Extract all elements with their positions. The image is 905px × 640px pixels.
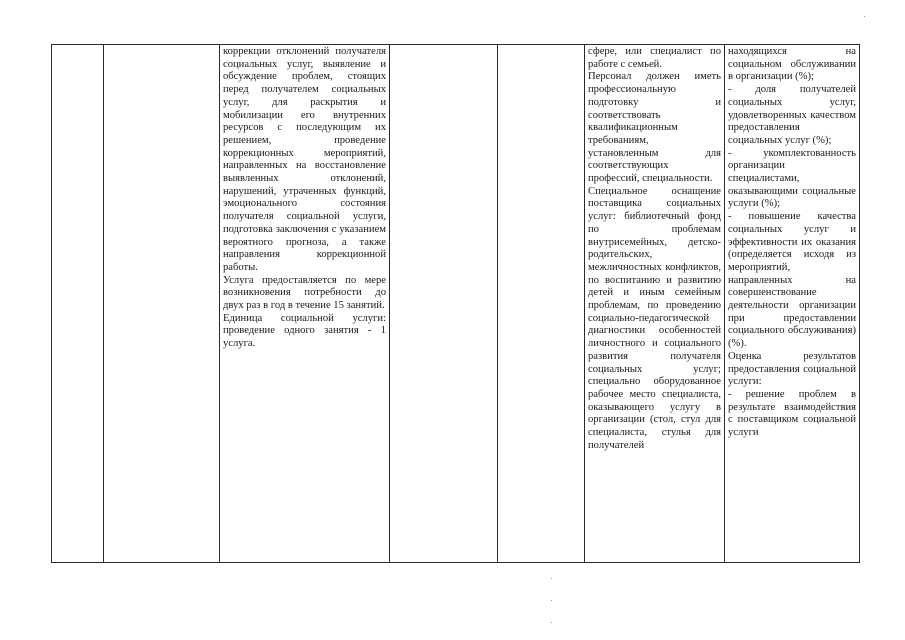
cell-conditions bbox=[585, 45, 725, 563]
specialist-text: сфере, или специалист по работе с семьей. bbox=[588, 46, 721, 70]
indicator-quality-improvement: - повышение качества социальных услуг и эффективности их оказания (определяется исходя из мероприятий, направленных на совершенствование деятельности организации при предоставлении социального обслуживания) (%). bbox=[728, 211, 856, 350]
description-text: коррекции отклонений получателя социальных услуг, выявление и обсуждение проблем, стоящих перед получателем социальных услуг, для раскрытия и мобилизации его внутренних ресурсов с последующим их решением, проведение коррекционных мероприятий, направленных на восстановление выявленных отклонений, нарушений, утраченных функций, эмоционального состояния получателя социальной услуги, подготовка заключения с указанием вероятного прогноза, а также направления коррекционной работы. bbox=[223, 46, 386, 273]
scan-speck bbox=[551, 622, 552, 623]
services-table bbox=[51, 44, 860, 563]
evaluation-heading: Оценка результатов предоставления социальной услуги: bbox=[728, 350, 856, 388]
scan-speck bbox=[551, 600, 552, 601]
frequency-text: Услуга предоставляется по мере возникновения потребности до двух раз в год в течение 15 занятий. bbox=[223, 274, 386, 312]
service-unit-text: Единица социальной услуги: проведение одного занятия - 1 услуга. bbox=[223, 312, 386, 350]
evaluation-result: - решение проблем в результате взаимодействия с поставщиком социальной услуги bbox=[728, 388, 856, 439]
table-row bbox=[52, 45, 860, 563]
indicator-satisfaction: - доля получателей социальных услуг, удовлетворенных качеством предоставления социальных услуг (%); bbox=[728, 84, 856, 146]
cell-service-description bbox=[220, 45, 390, 563]
scan-speck bbox=[864, 16, 865, 17]
cell-tariff bbox=[498, 45, 585, 563]
cell-service-name bbox=[104, 45, 220, 563]
indicator-staffing: - укомплектованность организации специалистами, оказывающими социальные услуги (%); bbox=[728, 147, 856, 210]
indicator-served: находящихся на социальном обслуживании в организации (%); bbox=[728, 46, 856, 83]
cell-quality-indicators bbox=[725, 45, 860, 563]
cell-number bbox=[52, 45, 104, 563]
cell-service-time bbox=[390, 45, 498, 563]
equipment-text: Специальное оснащение поставщика социальных услуг: библиотечный фонд по проблемам внутрисемейных, детско-родительских, межличностных конфликтов, по воспитанию и развитию детей и иным семейным проблемам, по проведению социально-педагогической диагностики особенностей личностного и социального развития получателя социальных услуг; специально оборудованное рабочее место специалиста, оказывающего услугу в организации (стол, стул для специалиста, стулья для получателей bbox=[588, 185, 721, 451]
scan-speck bbox=[551, 578, 552, 579]
staff-requirements-text: Персонал должен иметь профессиональную подготовку и соответствовать квалификационным требованиям, установленным для соответствующих профессий, специальности. bbox=[588, 71, 721, 185]
